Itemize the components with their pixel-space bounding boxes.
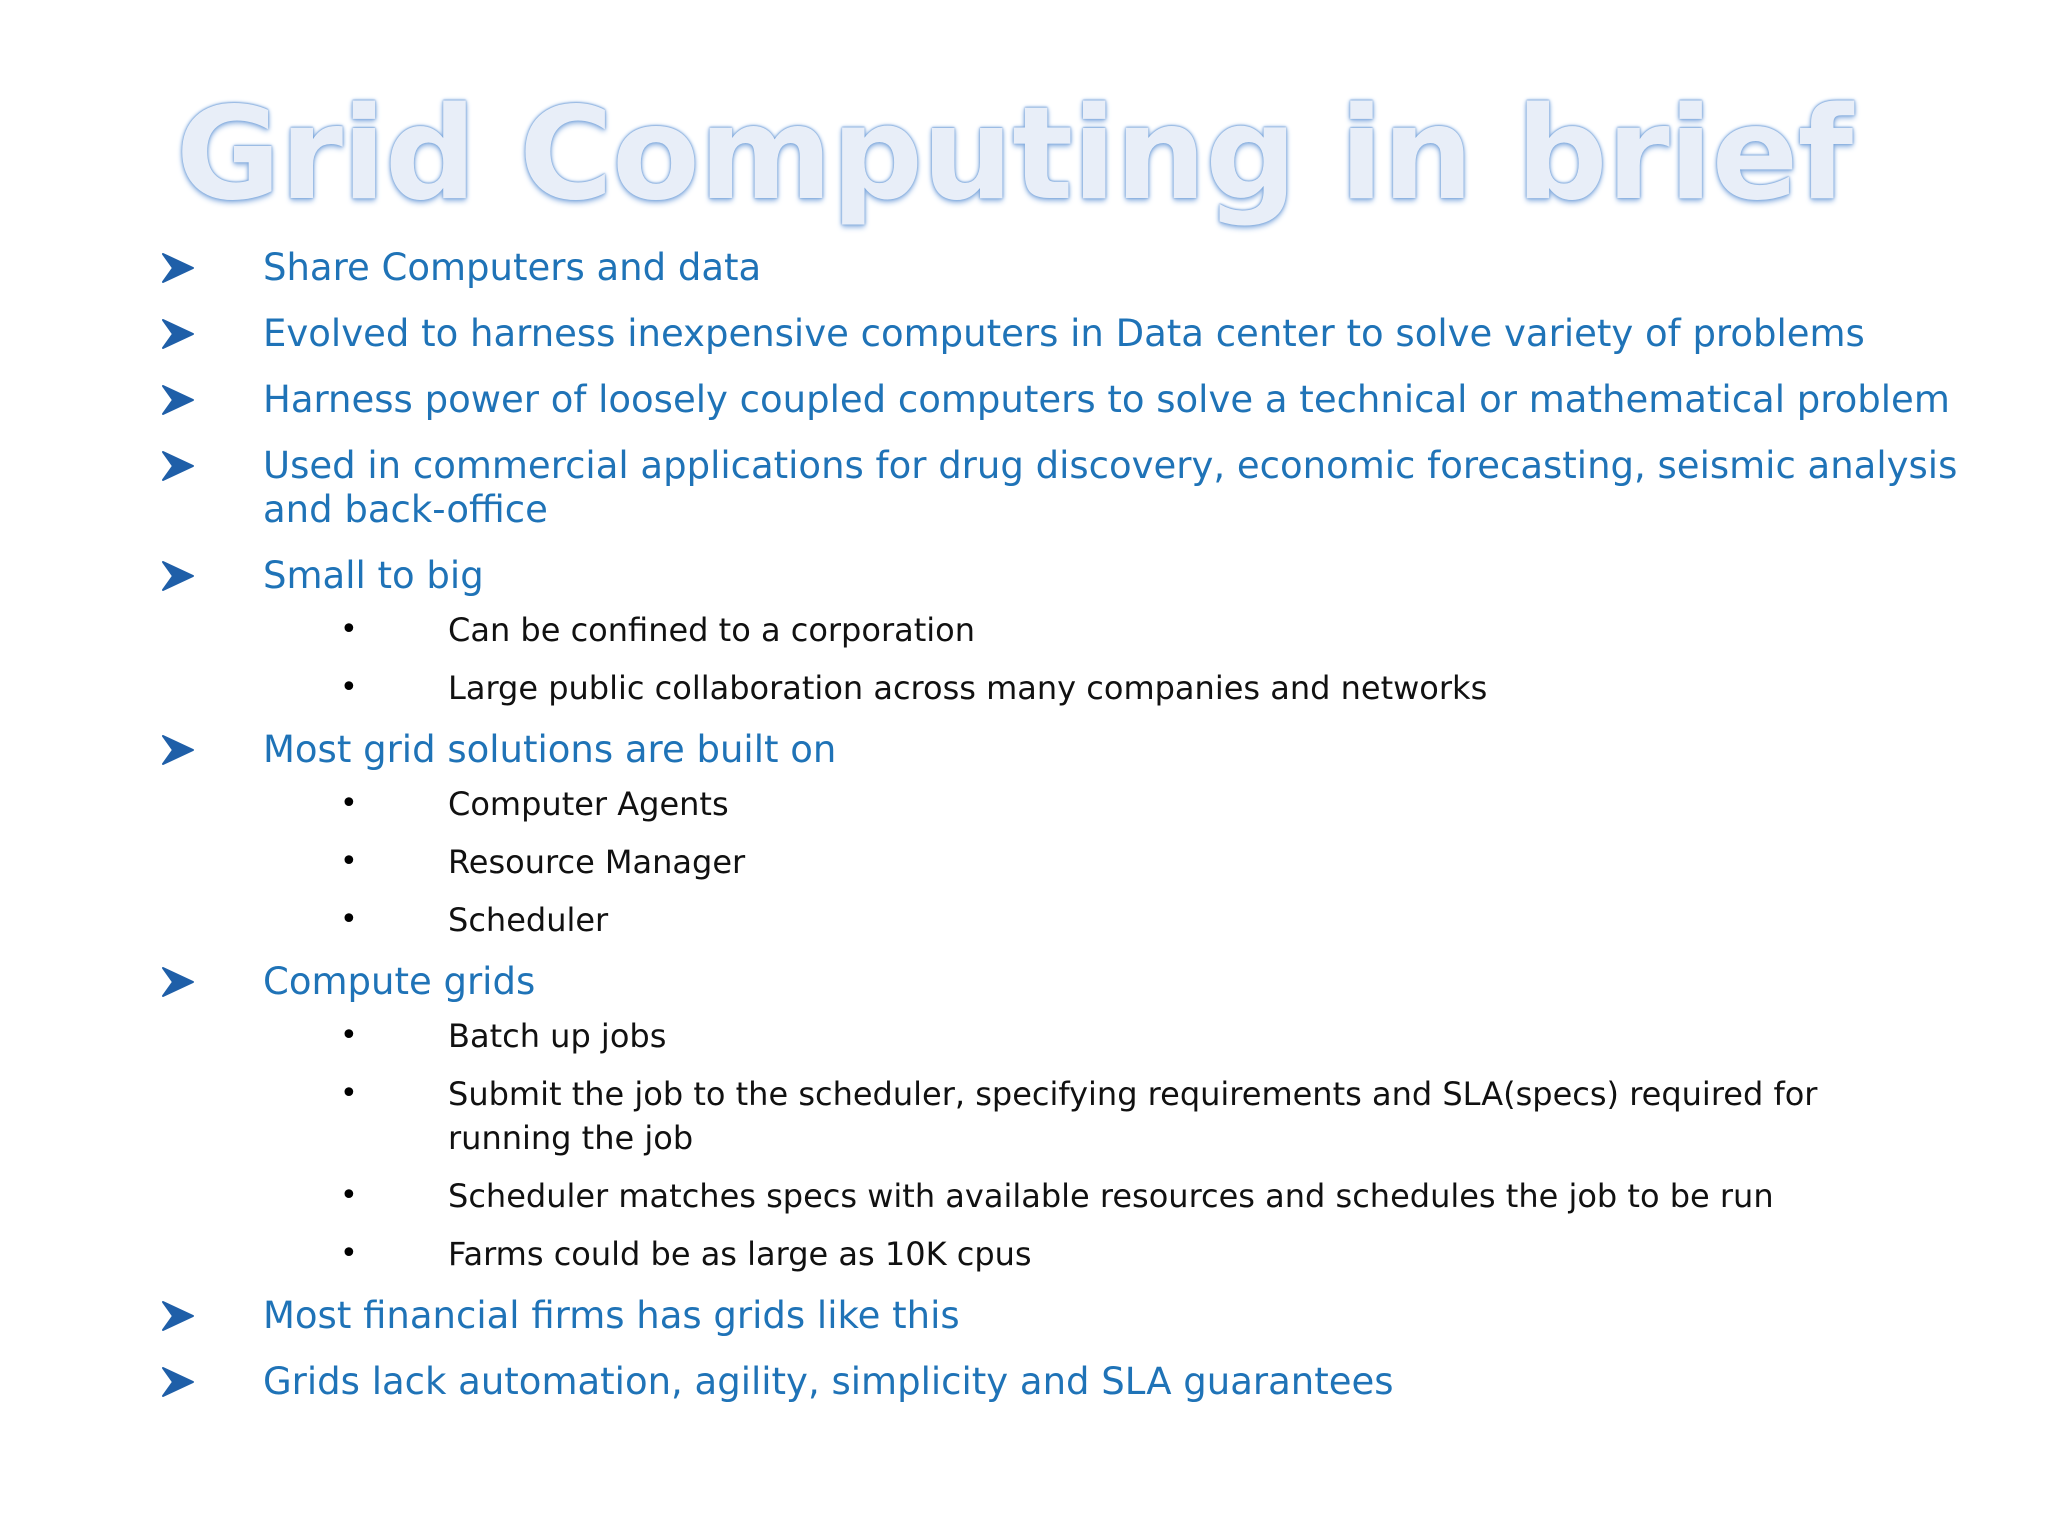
- list-item-text: Harness power of loosely coupled computers to solve a technical or mathematical problem: [263, 378, 1950, 421]
- arrow-bullet-icon: [160, 554, 196, 598]
- dot-bullet-icon: •: [340, 902, 358, 937]
- sub-list-item-text: Farms could be as large as 10K cpus: [448, 1235, 1032, 1273]
- sub-list-item-text: Scheduler matches specs with available resources and schedules the job to be run: [448, 1177, 1774, 1215]
- list-item-text: Share Computers and data: [263, 246, 762, 289]
- sub-list-item: [0, 898, 2048, 942]
- list-item-text: Compute grids: [263, 960, 536, 1003]
- arrow-bullet-icon: [160, 960, 196, 1004]
- sub-list-item: [0, 1014, 2048, 1058]
- sub-list: [0, 608, 2048, 710]
- list-item-text: Grids lack automation, agility, simplicity and SLA guarantees: [263, 1360, 1394, 1403]
- list-item: [0, 246, 2048, 290]
- sub-list: [0, 1014, 2048, 1276]
- sub-list-item: [0, 1072, 2048, 1160]
- sub-list-item-text: Can be confined to a corporation: [448, 611, 975, 649]
- list-item: [0, 1294, 2048, 1338]
- sub-list-item-text: Large public collaboration across many companies and networks: [448, 669, 1488, 707]
- list-item: [0, 554, 2048, 598]
- dot-bullet-icon: •: [340, 786, 358, 821]
- dot-bullet-icon: •: [340, 1076, 358, 1111]
- slide-title: [0, 80, 2048, 230]
- list-item: [0, 960, 2048, 1004]
- sub-list-item-text: Computer Agents: [448, 785, 729, 823]
- sub-list-item: [0, 782, 2048, 826]
- arrow-bullet-icon: [160, 444, 196, 488]
- sub-list: [0, 782, 2048, 942]
- slide-title-text: Grid Computing in brief: [175, 80, 1853, 229]
- arrow-bullet-icon: [160, 312, 196, 356]
- sub-list-item-text: Submit the job to the scheduler, specifying requirements and SLA(specs) required for running the job: [448, 1075, 1818, 1157]
- arrow-bullet-icon: [160, 378, 196, 422]
- sub-list-item: [0, 840, 2048, 884]
- dot-bullet-icon: •: [340, 1236, 358, 1271]
- sub-list-item: [0, 1232, 2048, 1276]
- list-item-text: Evolved to harness inexpensive computers in Data center to solve variety of problems: [263, 312, 1865, 355]
- arrow-bullet-icon: [160, 246, 196, 290]
- dot-bullet-icon: •: [340, 612, 358, 647]
- list-item-text: Used in commercial applications for drug discovery, economic forecasting, seismic analysis and back-office: [263, 444, 1958, 531]
- dot-bullet-icon: •: [340, 844, 358, 879]
- sub-list-item: [0, 1174, 2048, 1218]
- sub-list-item: [0, 666, 2048, 710]
- list-item: [0, 312, 2048, 356]
- list-item-text: Small to big: [263, 554, 484, 597]
- sub-list-item-text: Resource Manager: [448, 843, 746, 881]
- list-item-text: Most financial firms has grids like this: [263, 1294, 960, 1337]
- list-item: [0, 444, 2048, 532]
- list-item: [0, 728, 2048, 772]
- dot-bullet-icon: •: [340, 1178, 358, 1213]
- list-item-text: Most grid solutions are built on: [263, 728, 837, 771]
- sub-list-item-text: Scheduler: [448, 901, 609, 939]
- arrow-bullet-icon: [160, 1294, 196, 1338]
- list-item: [0, 1360, 2048, 1404]
- arrow-bullet-icon: [160, 728, 196, 772]
- arrow-bullet-icon: [160, 1360, 196, 1404]
- dot-bullet-icon: •: [340, 670, 358, 705]
- dot-bullet-icon: •: [340, 1018, 358, 1053]
- sub-list-item-text: Batch up jobs: [448, 1017, 667, 1055]
- sub-list-item: [0, 608, 2048, 652]
- bullet-list: [0, 246, 2048, 1426]
- list-item: [0, 378, 2048, 422]
